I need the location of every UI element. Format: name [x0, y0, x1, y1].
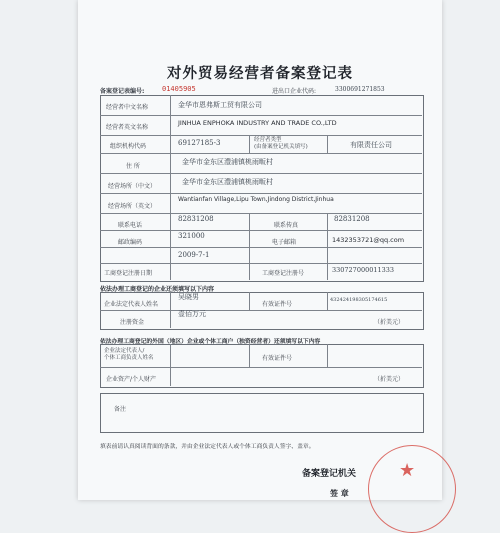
- assets-unit: （折美元）: [374, 376, 405, 383]
- reg-no-label: 备案登记表编号:: [100, 88, 145, 95]
- remarks-box: [100, 393, 424, 433]
- capital-unit: （折美元）: [374, 319, 405, 326]
- seal-star-icon: ★: [399, 460, 416, 481]
- email-value: 1432353721@qq.com: [332, 236, 405, 244]
- biz-date-value: 2009-7-1: [178, 251, 210, 259]
- section3-heading: 依法办理工商登记的外国（地区）企业或个体工商户（独资经营者）还须填写以下内容: [100, 339, 321, 345]
- official-seal: [368, 445, 456, 533]
- type-label: 经营者类型 (由备案登记机关填写): [254, 137, 308, 150]
- capital-label: 注册资金: [120, 319, 145, 326]
- s3-rep-label: 企业法定代表人/ 个体工商负责人姓名: [104, 348, 154, 361]
- id-label: 有效证件号: [262, 301, 293, 308]
- section2-heading: 依法办理工商登记的企业还须填写以下内容: [100, 286, 215, 293]
- registration-form-sheet: [78, 0, 442, 500]
- place-en-value: Wantianfan Village,Lipu Town,Jindong District,Jinhua: [178, 196, 334, 203]
- place-en-label: 经营场所（英文）: [108, 203, 157, 210]
- place-cn-value: 金华市金东区澧浦镇桃雨畈村: [182, 178, 273, 186]
- residence-value: 金华市金东区澧浦镇桃雨畈村: [182, 158, 273, 166]
- fax-label: 联系传真: [274, 222, 299, 229]
- reg-no-value: 01405905: [162, 85, 196, 93]
- ie-code-value: 3300691271853: [335, 86, 385, 93]
- phone-value: 82831208: [178, 215, 214, 223]
- place-cn-label: 经营场所（中文）: [108, 183, 157, 190]
- capital-value: 壹佰万元: [178, 310, 206, 318]
- cn-name-label: 经营者中文名称: [106, 104, 149, 111]
- phone-label: 联系电话: [118, 222, 143, 229]
- en-name-label: 经营者英文名称: [106, 124, 149, 131]
- biz-no-label: 工商登记注册号: [262, 270, 305, 277]
- type-value: 有限责任公司: [350, 141, 392, 149]
- postcode-label: 邮政编码: [118, 239, 143, 246]
- s3-id-label: 有效证件号: [262, 355, 293, 362]
- seal-authority-text: 备案登记机关: [302, 469, 357, 479]
- id-value: 432424198305174615: [330, 297, 388, 303]
- rep-name-label: 企业法定代表人姓名: [104, 301, 159, 308]
- org-code-value: 69127185-3: [178, 139, 221, 147]
- en-name-value: JINHUA ENPHOKA INDUSTRY AND TRADE CO.,LTD: [178, 119, 337, 127]
- ie-code-label: 进出口企业代码:: [272, 88, 317, 95]
- fax-value: 82831208: [334, 215, 370, 223]
- assets-label: 企业资产/个人财产: [106, 376, 157, 383]
- rep-name-value: 吴晓男: [178, 293, 199, 301]
- footer-note: 填表前请认真阅读背面的条款，并由企业法定代表人或个体工商负责人签字、盖章。: [100, 444, 315, 450]
- residence-label: 住 所: [126, 163, 140, 170]
- cn-name-value: 金华市恩弗斯工贸有限公司: [178, 101, 262, 109]
- email-label: 电子邮箱: [272, 239, 297, 246]
- org-code-label: 组织机构代码: [110, 143, 147, 150]
- form-title: 对外贸易经营者备案登记表: [167, 66, 353, 82]
- postcode-value: 321000: [178, 232, 205, 240]
- remarks-label: 备注: [114, 406, 127, 413]
- biz-no-value: 330727000011333: [332, 266, 395, 274]
- biz-date-label: 工商登记注册日期: [104, 270, 153, 277]
- sign-label: 签 章: [330, 489, 349, 498]
